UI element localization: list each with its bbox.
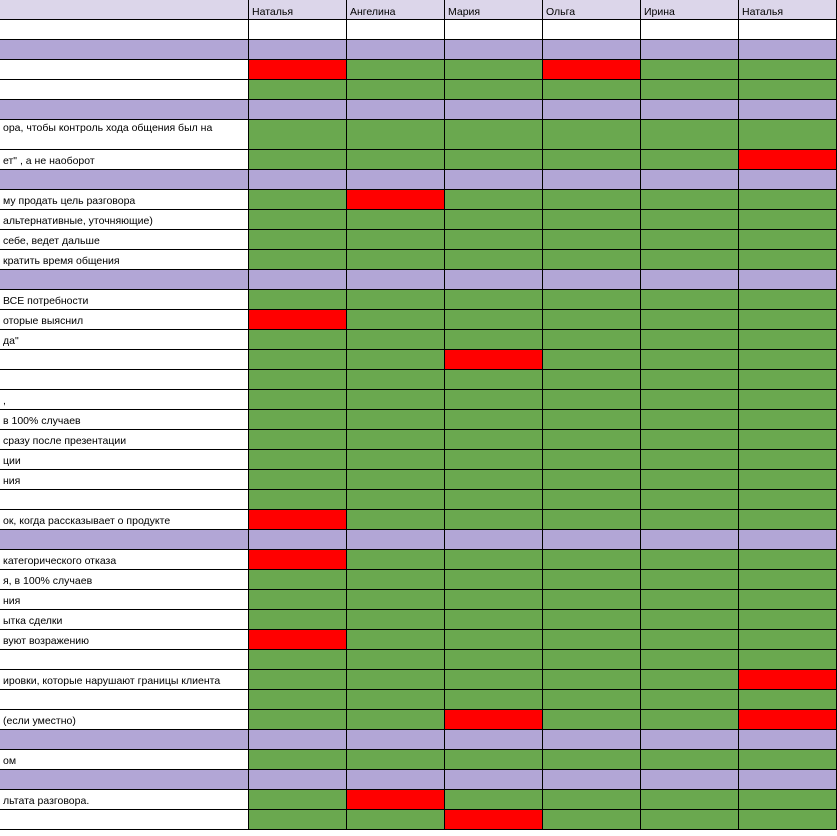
score-cell-pass[interactable] bbox=[347, 690, 445, 710]
section-label-cell[interactable] bbox=[0, 100, 249, 120]
section-score-cell[interactable] bbox=[543, 530, 641, 550]
criterion-label-cell[interactable]: в 100% случаев bbox=[0, 410, 249, 430]
score-cell-pass[interactable] bbox=[543, 370, 641, 390]
score-cell-pass[interactable] bbox=[641, 410, 739, 430]
score-cell-pass[interactable] bbox=[641, 290, 739, 310]
score-cell-pass[interactable] bbox=[739, 410, 837, 430]
score-cell-pass[interactable] bbox=[543, 210, 641, 230]
score-cell-pass[interactable] bbox=[543, 710, 641, 730]
score-cell-pass[interactable] bbox=[739, 290, 837, 310]
score-cell-pass[interactable] bbox=[641, 590, 739, 610]
score-cell-empty[interactable] bbox=[641, 20, 739, 40]
section-score-cell[interactable] bbox=[347, 730, 445, 750]
score-cell-pass[interactable] bbox=[641, 610, 739, 630]
score-cell-pass[interactable] bbox=[641, 230, 739, 250]
score-cell-pass[interactable] bbox=[543, 610, 641, 630]
score-cell-pass[interactable] bbox=[347, 610, 445, 630]
section-score-cell[interactable] bbox=[543, 170, 641, 190]
score-cell-pass[interactable] bbox=[347, 390, 445, 410]
score-cell-fail[interactable] bbox=[249, 630, 347, 650]
score-cell-pass[interactable] bbox=[641, 370, 739, 390]
score-cell-pass[interactable] bbox=[543, 590, 641, 610]
score-cell-pass[interactable] bbox=[445, 570, 543, 590]
score-cell-pass[interactable] bbox=[249, 470, 347, 490]
score-cell-pass[interactable] bbox=[641, 390, 739, 410]
score-cell-pass[interactable] bbox=[445, 410, 543, 430]
score-cell-pass[interactable] bbox=[739, 750, 837, 770]
score-cell-pass[interactable] bbox=[445, 120, 543, 150]
section-score-cell[interactable] bbox=[739, 730, 837, 750]
section-score-cell[interactable] bbox=[739, 770, 837, 790]
section-score-cell[interactable] bbox=[249, 270, 347, 290]
score-cell-pass[interactable] bbox=[445, 670, 543, 690]
section-score-cell[interactable] bbox=[445, 100, 543, 120]
score-cell-pass[interactable] bbox=[641, 670, 739, 690]
score-cell-pass[interactable] bbox=[543, 690, 641, 710]
score-cell-pass[interactable] bbox=[445, 490, 543, 510]
score-cell-pass[interactable] bbox=[347, 810, 445, 830]
criterion-label-cell[interactable]: ет" , а не наоборот bbox=[0, 150, 249, 170]
score-cell-pass[interactable] bbox=[347, 630, 445, 650]
score-cell-pass[interactable] bbox=[249, 810, 347, 830]
score-cell-pass[interactable] bbox=[445, 210, 543, 230]
score-cell-pass[interactable] bbox=[543, 350, 641, 370]
section-score-cell[interactable] bbox=[641, 40, 739, 60]
score-cell-pass[interactable] bbox=[543, 430, 641, 450]
section-score-cell[interactable] bbox=[641, 730, 739, 750]
score-cell-pass[interactable] bbox=[347, 230, 445, 250]
score-cell-pass[interactable] bbox=[249, 750, 347, 770]
score-cell-pass[interactable] bbox=[445, 80, 543, 100]
score-cell-pass[interactable] bbox=[641, 330, 739, 350]
score-cell-pass[interactable] bbox=[739, 80, 837, 100]
criterion-label-cell[interactable]: ок, когда рассказывает о продукте bbox=[0, 510, 249, 530]
score-cell-pass[interactable] bbox=[347, 150, 445, 170]
score-cell-pass[interactable] bbox=[347, 590, 445, 610]
section-score-cell[interactable] bbox=[543, 40, 641, 60]
column-header-natalya-1[interactable]: Наталья bbox=[249, 0, 347, 20]
score-cell-pass[interactable] bbox=[543, 670, 641, 690]
score-cell-pass[interactable] bbox=[347, 470, 445, 490]
score-cell-pass[interactable] bbox=[739, 590, 837, 610]
score-cell-pass[interactable] bbox=[445, 190, 543, 210]
score-cell-pass[interactable] bbox=[249, 350, 347, 370]
score-cell-fail[interactable] bbox=[739, 670, 837, 690]
score-cell-pass[interactable] bbox=[347, 710, 445, 730]
criterion-label-cell[interactable]: ния bbox=[0, 470, 249, 490]
score-cell-pass[interactable] bbox=[249, 450, 347, 470]
section-score-cell[interactable] bbox=[445, 170, 543, 190]
score-cell-pass[interactable] bbox=[543, 490, 641, 510]
score-cell-pass[interactable] bbox=[641, 80, 739, 100]
score-cell-pass[interactable] bbox=[543, 750, 641, 770]
score-cell-pass[interactable] bbox=[739, 550, 837, 570]
score-cell-pass[interactable] bbox=[347, 330, 445, 350]
criterion-label-cell[interactable]: ции bbox=[0, 450, 249, 470]
score-cell-pass[interactable] bbox=[739, 60, 837, 80]
score-cell-pass[interactable] bbox=[641, 150, 739, 170]
section-label-cell[interactable] bbox=[0, 40, 249, 60]
section-score-cell[interactable] bbox=[445, 270, 543, 290]
score-cell-pass[interactable] bbox=[739, 650, 837, 670]
score-cell-pass[interactable] bbox=[641, 250, 739, 270]
score-cell-pass[interactable] bbox=[249, 690, 347, 710]
criterion-label-cell[interactable]: му продать цель разговора bbox=[0, 190, 249, 210]
score-cell-pass[interactable] bbox=[445, 610, 543, 630]
score-cell-pass[interactable] bbox=[249, 210, 347, 230]
score-cell-pass[interactable] bbox=[641, 120, 739, 150]
section-score-cell[interactable] bbox=[347, 530, 445, 550]
score-cell-pass[interactable] bbox=[641, 650, 739, 670]
score-cell-pass[interactable] bbox=[347, 750, 445, 770]
criterion-label-cell[interactable] bbox=[0, 810, 249, 830]
score-cell-pass[interactable] bbox=[249, 80, 347, 100]
score-cell-pass[interactable] bbox=[739, 350, 837, 370]
score-cell-pass[interactable] bbox=[543, 80, 641, 100]
score-cell-pass[interactable] bbox=[347, 430, 445, 450]
score-cell-pass[interactable] bbox=[249, 290, 347, 310]
section-score-cell[interactable] bbox=[739, 170, 837, 190]
score-cell-pass[interactable] bbox=[543, 250, 641, 270]
score-cell-pass[interactable] bbox=[543, 120, 641, 150]
criterion-label-cell[interactable] bbox=[0, 350, 249, 370]
section-score-cell[interactable] bbox=[543, 730, 641, 750]
section-score-cell[interactable] bbox=[641, 770, 739, 790]
score-cell-pass[interactable] bbox=[249, 790, 347, 810]
score-cell-fail[interactable] bbox=[249, 310, 347, 330]
score-cell-empty[interactable] bbox=[445, 20, 543, 40]
score-cell-pass[interactable] bbox=[543, 310, 641, 330]
score-cell-pass[interactable] bbox=[445, 790, 543, 810]
score-cell-pass[interactable] bbox=[739, 630, 837, 650]
score-cell-pass[interactable] bbox=[739, 610, 837, 630]
score-cell-pass[interactable] bbox=[347, 410, 445, 430]
score-cell-pass[interactable] bbox=[347, 210, 445, 230]
score-cell-pass[interactable] bbox=[249, 330, 347, 350]
score-cell-pass[interactable] bbox=[641, 190, 739, 210]
score-cell-pass[interactable] bbox=[739, 470, 837, 490]
score-cell-pass[interactable] bbox=[347, 650, 445, 670]
score-cell-empty[interactable] bbox=[739, 20, 837, 40]
score-cell-pass[interactable] bbox=[739, 120, 837, 150]
column-header-angelina[interactable]: Ангелина bbox=[347, 0, 445, 20]
column-header-natalya-2[interactable]: Наталья bbox=[739, 0, 837, 20]
score-cell-fail[interactable] bbox=[347, 790, 445, 810]
section-score-cell[interactable] bbox=[445, 530, 543, 550]
score-cell-empty[interactable] bbox=[249, 20, 347, 40]
score-cell-pass[interactable] bbox=[543, 410, 641, 430]
criterion-label-cell[interactable] bbox=[0, 20, 249, 40]
score-cell-pass[interactable] bbox=[641, 790, 739, 810]
score-cell-pass[interactable] bbox=[641, 430, 739, 450]
score-cell-pass[interactable] bbox=[543, 810, 641, 830]
section-score-cell[interactable] bbox=[249, 530, 347, 550]
header-corner-cell[interactable] bbox=[0, 0, 249, 20]
score-cell-pass[interactable] bbox=[445, 750, 543, 770]
score-cell-pass[interactable] bbox=[641, 690, 739, 710]
criterion-label-cell[interactable]: ом bbox=[0, 750, 249, 770]
score-cell-pass[interactable] bbox=[641, 630, 739, 650]
section-score-cell[interactable] bbox=[347, 770, 445, 790]
score-cell-pass[interactable] bbox=[347, 250, 445, 270]
score-cell-pass[interactable] bbox=[347, 80, 445, 100]
score-cell-pass[interactable] bbox=[347, 550, 445, 570]
score-cell-pass[interactable] bbox=[739, 250, 837, 270]
score-cell-pass[interactable] bbox=[739, 390, 837, 410]
criterion-label-cell[interactable]: да" bbox=[0, 330, 249, 350]
criterion-label-cell[interactable] bbox=[0, 690, 249, 710]
criterion-label-cell[interactable]: ировки, которые нарушают границы клиента bbox=[0, 670, 249, 690]
score-cell-pass[interactable] bbox=[739, 690, 837, 710]
section-label-cell[interactable] bbox=[0, 530, 249, 550]
score-cell-pass[interactable] bbox=[347, 510, 445, 530]
criterion-label-cell[interactable] bbox=[0, 370, 249, 390]
criterion-label-cell[interactable] bbox=[0, 60, 249, 80]
score-cell-pass[interactable] bbox=[641, 210, 739, 230]
column-header-mariya[interactable]: Мария bbox=[445, 0, 543, 20]
score-cell-pass[interactable] bbox=[347, 670, 445, 690]
section-score-cell[interactable] bbox=[347, 270, 445, 290]
score-cell-pass[interactable] bbox=[445, 630, 543, 650]
score-cell-pass[interactable] bbox=[739, 310, 837, 330]
score-cell-pass[interactable] bbox=[347, 370, 445, 390]
criterion-label-cell[interactable]: , bbox=[0, 390, 249, 410]
criterion-label-cell[interactable]: я, в 100% случаев bbox=[0, 570, 249, 590]
criterion-label-cell[interactable]: льтата разговора. bbox=[0, 790, 249, 810]
score-cell-pass[interactable] bbox=[739, 210, 837, 230]
score-cell-pass[interactable] bbox=[249, 120, 347, 150]
score-cell-pass[interactable] bbox=[739, 510, 837, 530]
score-cell-pass[interactable] bbox=[445, 310, 543, 330]
score-cell-pass[interactable] bbox=[249, 430, 347, 450]
criterion-label-cell[interactable]: ния bbox=[0, 590, 249, 610]
criterion-label-cell[interactable]: себе, ведет дальше bbox=[0, 230, 249, 250]
section-score-cell[interactable] bbox=[249, 40, 347, 60]
criterion-label-cell[interactable]: альтернативные, уточняющие) bbox=[0, 210, 249, 230]
section-score-cell[interactable] bbox=[543, 770, 641, 790]
section-label-cell[interactable] bbox=[0, 270, 249, 290]
section-score-cell[interactable] bbox=[347, 40, 445, 60]
score-cell-pass[interactable] bbox=[641, 310, 739, 330]
score-cell-pass[interactable] bbox=[543, 150, 641, 170]
criterion-label-cell[interactable]: (если уместно) bbox=[0, 710, 249, 730]
section-score-cell[interactable] bbox=[739, 270, 837, 290]
score-cell-pass[interactable] bbox=[445, 290, 543, 310]
score-cell-pass[interactable] bbox=[543, 390, 641, 410]
section-score-cell[interactable] bbox=[543, 270, 641, 290]
score-cell-pass[interactable] bbox=[249, 370, 347, 390]
score-cell-pass[interactable] bbox=[739, 230, 837, 250]
section-label-cell[interactable] bbox=[0, 730, 249, 750]
score-cell-pass[interactable] bbox=[739, 190, 837, 210]
score-cell-pass[interactable] bbox=[249, 190, 347, 210]
section-score-cell[interactable] bbox=[445, 40, 543, 60]
score-cell-pass[interactable] bbox=[543, 650, 641, 670]
section-score-cell[interactable] bbox=[249, 170, 347, 190]
score-cell-pass[interactable] bbox=[641, 810, 739, 830]
score-cell-pass[interactable] bbox=[739, 810, 837, 830]
criterion-label-cell[interactable] bbox=[0, 80, 249, 100]
score-cell-pass[interactable] bbox=[641, 350, 739, 370]
score-cell-pass[interactable] bbox=[641, 60, 739, 80]
score-cell-pass[interactable] bbox=[543, 290, 641, 310]
score-cell-fail[interactable] bbox=[347, 190, 445, 210]
score-cell-pass[interactable] bbox=[543, 790, 641, 810]
score-cell-fail[interactable] bbox=[249, 550, 347, 570]
column-header-irina[interactable]: Ирина bbox=[641, 0, 739, 20]
score-cell-pass[interactable] bbox=[249, 650, 347, 670]
score-cell-pass[interactable] bbox=[445, 690, 543, 710]
section-score-cell[interactable] bbox=[445, 770, 543, 790]
score-cell-pass[interactable] bbox=[347, 60, 445, 80]
score-cell-fail[interactable] bbox=[445, 810, 543, 830]
criterion-label-cell[interactable]: ВСЕ потребности bbox=[0, 290, 249, 310]
section-score-cell[interactable] bbox=[347, 100, 445, 120]
score-cell-pass[interactable] bbox=[249, 570, 347, 590]
section-score-cell[interactable] bbox=[249, 100, 347, 120]
score-cell-pass[interactable] bbox=[641, 570, 739, 590]
section-score-cell[interactable] bbox=[739, 100, 837, 120]
score-cell-pass[interactable] bbox=[543, 550, 641, 570]
criterion-label-cell[interactable]: оторые выяснил bbox=[0, 310, 249, 330]
score-cell-fail[interactable] bbox=[445, 710, 543, 730]
score-cell-fail[interactable] bbox=[739, 710, 837, 730]
section-label-cell[interactable] bbox=[0, 170, 249, 190]
score-cell-fail[interactable] bbox=[445, 350, 543, 370]
score-cell-pass[interactable] bbox=[445, 250, 543, 270]
criterion-label-cell[interactable]: категорического отказа bbox=[0, 550, 249, 570]
score-cell-pass[interactable] bbox=[249, 390, 347, 410]
score-cell-pass[interactable] bbox=[641, 750, 739, 770]
score-cell-pass[interactable] bbox=[739, 430, 837, 450]
score-cell-pass[interactable] bbox=[641, 710, 739, 730]
score-cell-pass[interactable] bbox=[445, 150, 543, 170]
section-score-cell[interactable] bbox=[445, 730, 543, 750]
section-score-cell[interactable] bbox=[739, 40, 837, 60]
score-cell-pass[interactable] bbox=[249, 490, 347, 510]
criterion-label-cell[interactable]: вуют возражению bbox=[0, 630, 249, 650]
score-cell-pass[interactable] bbox=[641, 550, 739, 570]
score-cell-pass[interactable] bbox=[249, 610, 347, 630]
score-cell-pass[interactable] bbox=[249, 590, 347, 610]
score-cell-pass[interactable] bbox=[347, 310, 445, 330]
section-score-cell[interactable] bbox=[641, 530, 739, 550]
score-cell-pass[interactable] bbox=[249, 150, 347, 170]
score-cell-pass[interactable] bbox=[249, 250, 347, 270]
score-cell-pass[interactable] bbox=[347, 570, 445, 590]
section-score-cell[interactable] bbox=[347, 170, 445, 190]
section-score-cell[interactable] bbox=[739, 530, 837, 550]
score-cell-pass[interactable] bbox=[543, 570, 641, 590]
score-cell-pass[interactable] bbox=[641, 510, 739, 530]
score-cell-empty[interactable] bbox=[543, 20, 641, 40]
score-cell-pass[interactable] bbox=[543, 330, 641, 350]
score-cell-pass[interactable] bbox=[249, 230, 347, 250]
score-cell-pass[interactable] bbox=[445, 430, 543, 450]
score-cell-pass[interactable] bbox=[249, 410, 347, 430]
criterion-label-cell[interactable] bbox=[0, 490, 249, 510]
score-cell-pass[interactable] bbox=[739, 330, 837, 350]
score-cell-pass[interactable] bbox=[249, 710, 347, 730]
score-cell-pass[interactable] bbox=[445, 230, 543, 250]
score-cell-pass[interactable] bbox=[641, 470, 739, 490]
score-cell-pass[interactable] bbox=[543, 630, 641, 650]
score-cell-pass[interactable] bbox=[445, 450, 543, 470]
section-score-cell[interactable] bbox=[641, 270, 739, 290]
score-cell-pass[interactable] bbox=[347, 450, 445, 470]
score-cell-pass[interactable] bbox=[641, 450, 739, 470]
section-score-cell[interactable] bbox=[641, 170, 739, 190]
score-cell-pass[interactable] bbox=[249, 670, 347, 690]
score-cell-pass[interactable] bbox=[543, 510, 641, 530]
criterion-label-cell[interactable]: сразу после презентации bbox=[0, 430, 249, 450]
score-cell-pass[interactable] bbox=[445, 470, 543, 490]
score-cell-pass[interactable] bbox=[445, 510, 543, 530]
column-header-olga[interactable]: Ольга bbox=[543, 0, 641, 20]
section-label-cell[interactable] bbox=[0, 770, 249, 790]
score-cell-pass[interactable] bbox=[445, 330, 543, 350]
criterion-label-cell[interactable]: ора, чтобы контроль хода общения был на bbox=[0, 120, 249, 150]
score-cell-pass[interactable] bbox=[543, 470, 641, 490]
score-cell-pass[interactable] bbox=[445, 370, 543, 390]
score-cell-fail[interactable] bbox=[543, 60, 641, 80]
score-cell-pass[interactable] bbox=[445, 550, 543, 570]
score-cell-pass[interactable] bbox=[347, 290, 445, 310]
score-cell-pass[interactable] bbox=[739, 490, 837, 510]
criterion-label-cell[interactable] bbox=[0, 650, 249, 670]
score-cell-empty[interactable] bbox=[347, 20, 445, 40]
score-cell-pass[interactable] bbox=[739, 370, 837, 390]
score-cell-pass[interactable] bbox=[543, 450, 641, 470]
section-score-cell[interactable] bbox=[249, 730, 347, 750]
score-cell-pass[interactable] bbox=[543, 190, 641, 210]
score-cell-fail[interactable] bbox=[249, 510, 347, 530]
section-score-cell[interactable] bbox=[249, 770, 347, 790]
criterion-label-cell[interactable]: ытка сделки bbox=[0, 610, 249, 630]
score-cell-pass[interactable] bbox=[445, 390, 543, 410]
score-cell-fail[interactable] bbox=[249, 60, 347, 80]
score-cell-pass[interactable] bbox=[445, 650, 543, 670]
score-cell-pass[interactable] bbox=[347, 120, 445, 150]
score-cell-pass[interactable] bbox=[347, 490, 445, 510]
score-cell-pass[interactable] bbox=[347, 350, 445, 370]
section-score-cell[interactable] bbox=[641, 100, 739, 120]
score-cell-pass[interactable] bbox=[543, 230, 641, 250]
score-cell-pass[interactable] bbox=[445, 60, 543, 80]
score-cell-fail[interactable] bbox=[739, 150, 837, 170]
score-cell-pass[interactable] bbox=[739, 790, 837, 810]
section-score-cell[interactable] bbox=[543, 100, 641, 120]
score-cell-pass[interactable] bbox=[739, 450, 837, 470]
criterion-label-cell[interactable]: кратить время общения bbox=[0, 250, 249, 270]
score-cell-pass[interactable] bbox=[739, 570, 837, 590]
score-cell-pass[interactable] bbox=[641, 490, 739, 510]
score-cell-pass[interactable] bbox=[445, 590, 543, 610]
